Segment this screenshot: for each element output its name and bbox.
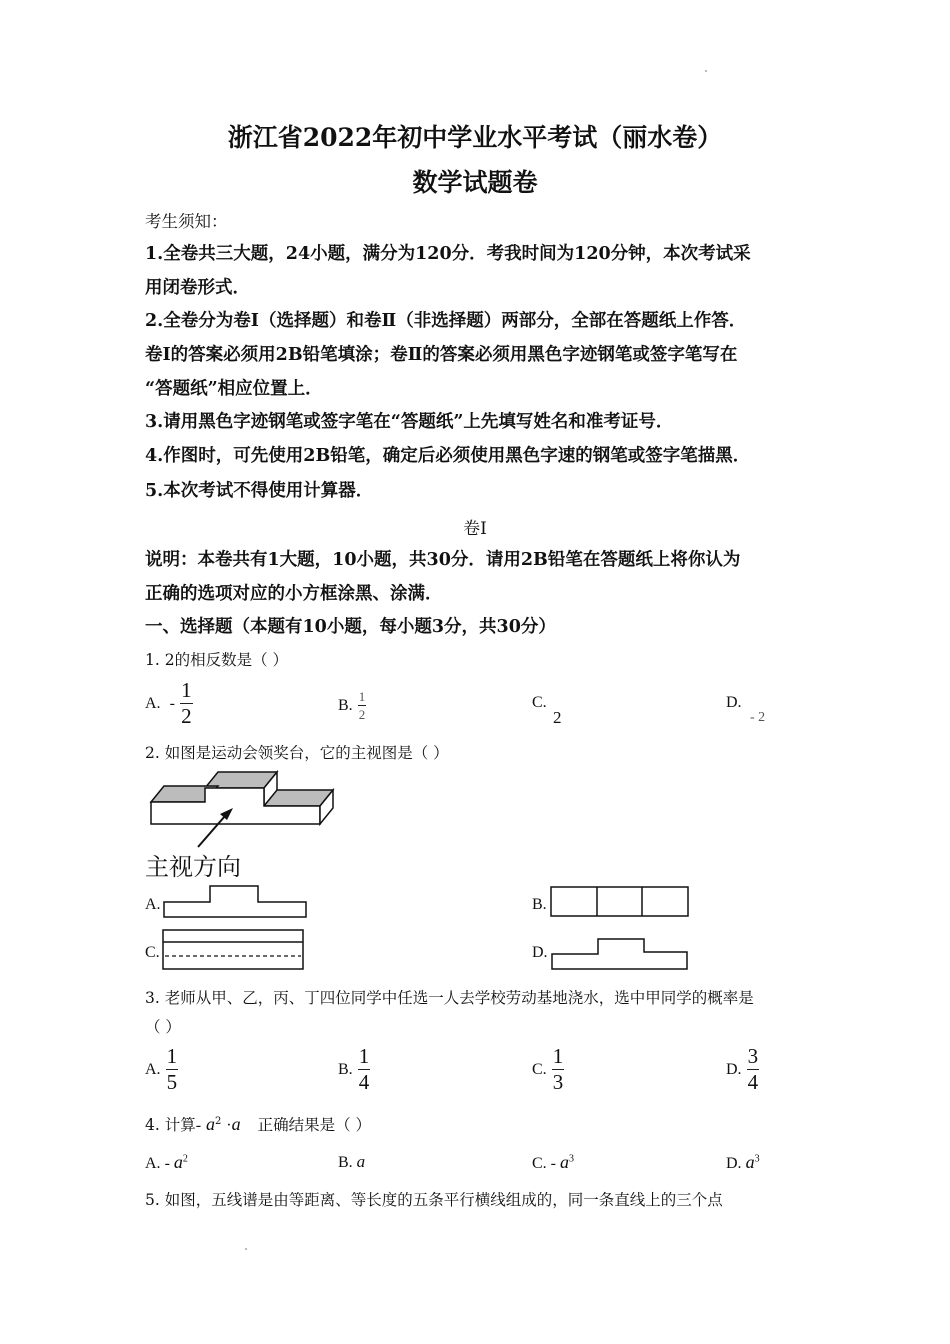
notice-line: 3.请用黑色字迹钢笔或签字笔在“答题纸”上先填写姓名和准考证号．: [145, 412, 674, 432]
q4-option-a: A. - $a^2$: [145, 1152, 188, 1172]
q3-option-d: D. $\frac{3}{4}$: [726, 1044, 759, 1094]
q2-option-b-label: B.: [532, 896, 547, 913]
page-mark: [705, 70, 707, 72]
q1-a-fraction: $\frac{1}{2}$: [181, 678, 192, 728]
question-1-stem: 1. 2的相反数是（ ）: [145, 651, 289, 669]
podium-figure: [140, 768, 340, 848]
q2-option-a-figure: [163, 885, 309, 919]
q2-option-d-label: D.: [532, 944, 548, 961]
page-mark: [245, 1248, 247, 1250]
volume-desc: 正确的选项对应的小方框涂黑、涂满．: [145, 584, 443, 604]
q2-option-c-label: C.: [145, 944, 160, 961]
volume-desc: 说明：本卷共有1大题，10小题，共30分．请用2B铅笔在答题纸上将你认为: [145, 550, 741, 570]
q3-b-fraction: $\frac{1}{4}$: [358, 1044, 370, 1094]
q2-option-d-figure: [551, 937, 691, 971]
question-3-stem-cont: （ ）: [145, 1018, 181, 1036]
q4-option-c: C. - $a^3$: [532, 1152, 574, 1172]
q4-option-d: D. $a^3$: [726, 1152, 760, 1172]
q1-option-c-value: 2: [553, 708, 562, 727]
notice-line: “答题纸”相应位置上．: [145, 379, 323, 399]
q3-d-fraction: $\frac{3}{4}$: [747, 1044, 759, 1094]
q1-option-b: B. $\frac{1}{2}$: [338, 689, 366, 722]
q1-option-a: A. - $\frac{1}{2}$: [145, 678, 192, 728]
page-title: 浙江省2022年初中学业水平考试（丽水卷）: [227, 123, 723, 152]
notice-line: 用闭卷形式．: [145, 278, 250, 298]
page-subtitle: 数学试题卷: [412, 168, 538, 197]
q1-option-d-label: D.: [726, 694, 742, 711]
notice-heading: 考生须知：: [145, 212, 228, 231]
q1-option-c-label: C.: [532, 694, 547, 711]
question-2-stem: 2. 如图是运动会领奖台，它的主视图是（ ）: [145, 744, 449, 762]
q3-c-fraction: $\frac{1}{3}$: [552, 1044, 564, 1094]
q3-a-fraction: $\frac{1}{5}$: [166, 1044, 178, 1094]
q3-option-b: B. $\frac{1}{4}$: [338, 1044, 370, 1094]
q3-option-a: A. $\frac{1}{5}$: [145, 1044, 178, 1094]
figure-caption: 主视方向: [145, 853, 241, 881]
volume-heading: 卷Ⅰ: [463, 519, 487, 539]
question-4-stem: 4. 计算- $a^2 \cdot a$ 正确结果是（ ）: [145, 1114, 371, 1134]
q2-option-a-label: A.: [145, 896, 161, 913]
q4-option-b: B. a: [338, 1152, 366, 1171]
notice-line: 1.全卷共三大题，24小题，满分为120分．考我时间为120分钟，本次考试采: [145, 244, 751, 264]
q1-b-fraction: $\frac{1}{2}$: [358, 689, 366, 722]
notice-line: 5.本次考试不得使用计算器．: [145, 481, 374, 501]
q3-option-c: C. $\frac{1}{3}$: [532, 1044, 564, 1094]
notice-line: 4.作图时，可先使用2B铅笔，确定后必须使用黑色字速的钢笔或签字笔描黑．: [145, 446, 751, 466]
question-5-stem: 5. 如图，五线谱是由等距离、等长度的五条平行横线组成的，同一条直线上的三个点: [145, 1191, 723, 1209]
question-3-stem: 3. 老师从甲、乙，丙、丁四位同学中任选一人去学校劳动基地浇水，选中甲同学的概率是: [145, 989, 754, 1007]
q2-option-b-figure: [550, 886, 690, 918]
notice-line: 2.全卷分为卷Ⅰ（选择题）和卷Ⅱ（非选择题）两部分，全部在答题纸上作答．: [145, 311, 747, 331]
section-heading: 一、选择题（本题有10小题，每小题3分，共30分）: [145, 617, 556, 637]
q2-option-c-figure: [162, 929, 306, 971]
q1-option-d-value: - 2: [750, 710, 766, 725]
notice-line: 卷Ⅰ的答案必须用2B铅笔填涂；卷Ⅱ的答案必须用黑色字迹钢笔或签字笔写在: [145, 345, 738, 365]
